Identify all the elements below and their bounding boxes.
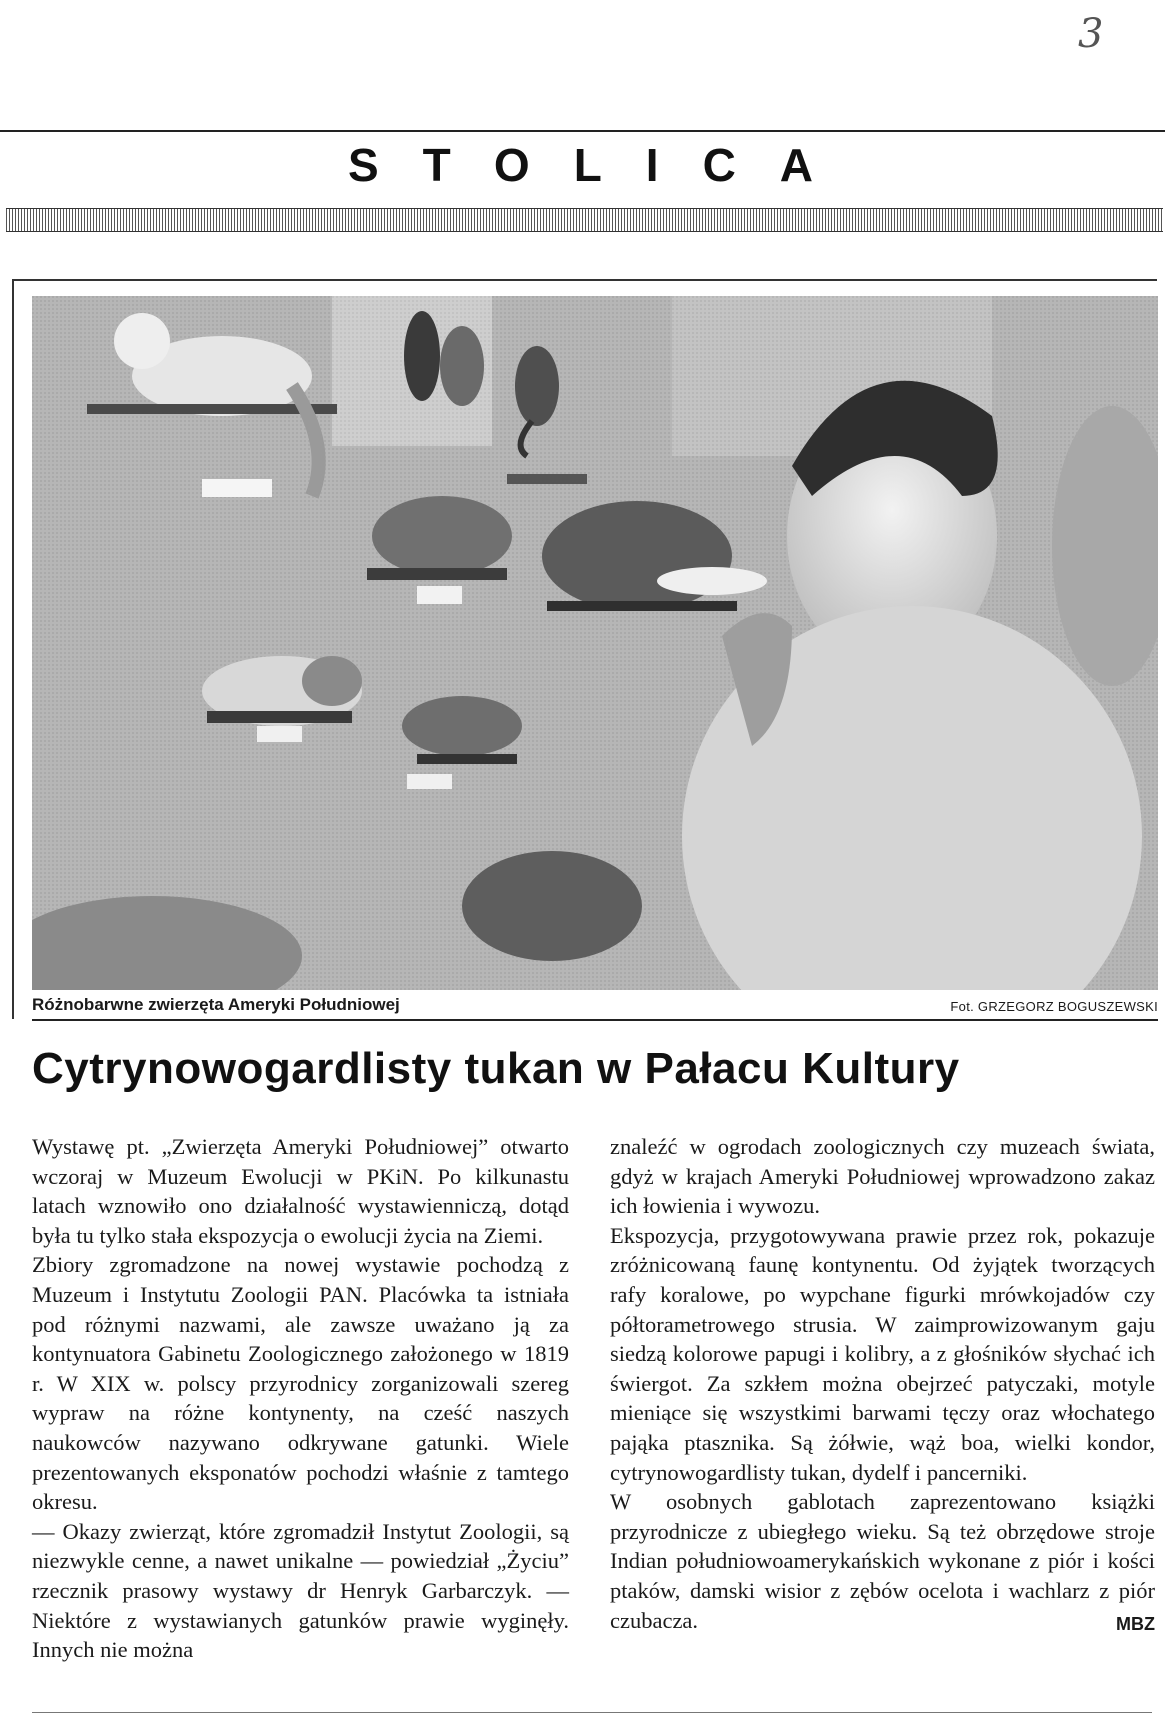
- photo-caption: Różnobarwne zwierzęta Ameryki Południowej: [32, 995, 400, 1014]
- article-frame-top: [12, 279, 1157, 281]
- article-paragraph: — Okazy zwierząt, które zgromadził Instytut Zoologii, są niezwykle cenne, a nawet unikalne — powiedział „Życiu” rzecznik prasowy wystawy dr Henryk Garbarczyk. — Niektóre z wystawianych gatunków prawie wyginęły. Innych nie można: [32, 1518, 569, 1663]
- article-paragraph: Zbiory zgromadzone na nowej wystawie pochodzą z Muzeum i Instytutu Zoologii PAN. Placówka ta istniała pod różnymi nazwami, ale zawsze uważano ją za kontynuatora Gabinetu Zoologicznego założonego w 1819 r. W XIX w. polscy przyrodnicy zorganizowali szereg wypraw na różne kontynenty, na cześć naszych naukowców nazywano odkrywane gatunki. Wiele prezentowanych eksponatów pochodzi właśnie z tamtego okresu.: [32, 1252, 569, 1515]
- article-paragraph: Ekspozycja, przygotowywana prawie przez rok, pokazuje zróżnicowaną faunę kontynentu. Od żyjątek tworzących rafy koralowe, po wypchane figurki mrówkojadów czy półtorametrowego strusia. W zaimprowizowanym gaju siedzą kolorowe papugi i kolibry, a z głośników słychać ich świergot. Za szkłem można obejrzeć patyczaki, motyle mieniące się wszystkimi barwami tęczy oraz włochatego pająka ptasznika. Są żółwie, wąż boa, wielki kondor, cytrynowogardlisty tukan, dydelf i pancerniki.: [610, 1222, 1155, 1485]
- photo-caption-row: [32, 993, 1158, 1021]
- article-paragraph: Wystawę pt. „Zwierzęta Ameryki Południowej” otwarto wczoraj w Muzeum Ewolucji w PKiN. Po kilkunastu latach wznowiło ono działalność wystawienniczą, dotąd była tu tylko stała ekspozycja o ewolucji życia na Ziemi.: [32, 1134, 569, 1248]
- section-hatch-bar: [6, 208, 1163, 232]
- page-number: 3: [1078, 11, 1104, 57]
- article-column-left: [32, 1132, 569, 1665]
- article-paragraph: [610, 1487, 1155, 1635]
- author-signature: MBZ: [1116, 1613, 1155, 1634]
- article-headline: Cytrynowogardlisty tukan w Pałacu Kultury: [32, 1044, 960, 1093]
- bottom-rule: [32, 1712, 1152, 1713]
- photo-illustration: [32, 296, 1158, 990]
- section-title: STOLICA: [347, 139, 858, 191]
- article-column-right: [610, 1132, 1155, 1639]
- article-paragraph-text: W osobnych gablotach zaprezentowano książki przyrodnicze z ubiegłego wieku. Są też obrzędowe stroje Indian południowoamerykańskich wykonane z piór i kości ptaków, damski wisior z zębów ocelota i wachlarz z piór czubacza.: [610, 1489, 1155, 1633]
- article-photo: [32, 296, 1158, 990]
- article-frame-left: [12, 279, 14, 1019]
- article-paragraph: znaleźć w ogrodach zoologicznych czy muzeach świata, gdyż w krajach Ameryki Południowej wprowadzono zakaz ich łowienia i wywozu.: [610, 1134, 1155, 1219]
- photo-credit: Fot. GRZEGORZ BOGUSZEWSKI: [950, 999, 1158, 1014]
